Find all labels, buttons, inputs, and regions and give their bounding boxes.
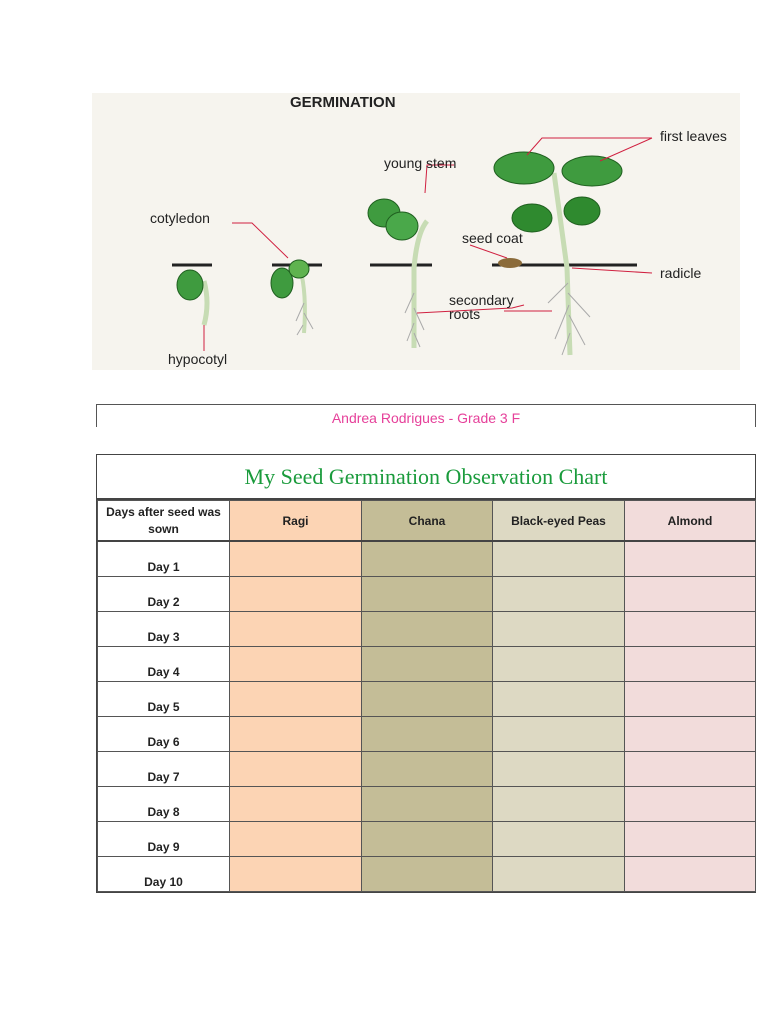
student-name-box — [96, 404, 756, 427]
day-label: Day 8 — [98, 787, 230, 822]
chart-title: My Seed Germination Observation Chart — [97, 455, 755, 500]
almond-cell[interactable] — [625, 577, 756, 612]
ragi-cell[interactable] — [230, 752, 362, 787]
black-eyed-peas-cell[interactable] — [493, 577, 625, 612]
day-label: Day 6 — [98, 717, 230, 752]
day-label: Day 7 — [98, 752, 230, 787]
header-black-eyed-peas: Black-eyed Peas — [493, 501, 625, 542]
label-radicle: radicle — [660, 265, 702, 281]
table-row — [98, 577, 756, 612]
label-secondary: secondary — [449, 292, 514, 308]
black-eyed-peas-cell[interactable] — [493, 717, 625, 752]
day-label: Day 10 — [98, 857, 230, 892]
chana-cell[interactable] — [362, 857, 493, 892]
black-eyed-peas-cell[interactable] — [493, 752, 625, 787]
black-eyed-peas-cell[interactable] — [493, 541, 625, 577]
almond-cell[interactable] — [625, 612, 756, 647]
observation-table — [97, 500, 756, 892]
almond-cell[interactable] — [625, 857, 756, 892]
table-row — [98, 857, 756, 892]
table-row — [98, 822, 756, 857]
chana-cell[interactable] — [362, 577, 493, 612]
almond-cell[interactable] — [625, 682, 756, 717]
label-first-leaves: first leaves — [660, 128, 727, 144]
ragi-cell[interactable] — [230, 822, 362, 857]
ragi-cell[interactable] — [230, 647, 362, 682]
seed-stage-2 — [271, 260, 313, 335]
table-row — [98, 787, 756, 822]
table-row — [98, 717, 756, 752]
header-chana: Chana — [362, 501, 493, 542]
chana-cell[interactable] — [362, 822, 493, 857]
ragi-cell[interactable] — [230, 541, 362, 577]
ragi-cell[interactable] — [230, 787, 362, 822]
header-row — [98, 501, 756, 542]
seed-stage-3 — [368, 199, 427, 348]
chana-cell[interactable] — [362, 647, 493, 682]
seed-stage-4 — [494, 152, 622, 355]
almond-cell[interactable] — [625, 787, 756, 822]
table-row — [98, 647, 756, 682]
header-ragi: Ragi — [230, 501, 362, 542]
black-eyed-peas-cell[interactable] — [493, 647, 625, 682]
chana-cell[interactable] — [362, 612, 493, 647]
observation-chart — [96, 454, 756, 893]
ragi-cell[interactable] — [230, 682, 362, 717]
label-young-stem: young stem — [384, 155, 457, 171]
chana-cell[interactable] — [362, 752, 493, 787]
student-name: Andrea Rodrigues - Grade 3 F — [331, 410, 521, 426]
day-label: Day 1 — [98, 541, 230, 577]
table-row — [98, 752, 756, 787]
day-label: Day 5 — [98, 682, 230, 717]
label-seed-coat: seed coat — [462, 230, 523, 246]
ragi-cell[interactable] — [230, 577, 362, 612]
day-label: Day 2 — [98, 577, 230, 612]
header-almond: Almond — [625, 501, 756, 542]
chana-cell[interactable] — [362, 541, 493, 577]
header-days: Days after seed was sown — [98, 501, 230, 542]
table-row — [98, 541, 756, 577]
almond-cell[interactable] — [625, 541, 756, 577]
chana-cell[interactable] — [362, 717, 493, 752]
black-eyed-peas-cell[interactable] — [493, 857, 625, 892]
label-hypocotyl: hypocotyl — [168, 351, 228, 367]
day-label: Day 4 — [98, 647, 230, 682]
day-label: Day 9 — [98, 822, 230, 857]
black-eyed-peas-cell[interactable] — [493, 682, 625, 717]
table-row — [98, 612, 756, 647]
table-row — [98, 682, 756, 717]
table-body — [98, 541, 756, 892]
label-cotyledon: cotyledon — [150, 210, 210, 226]
black-eyed-peas-cell[interactable] — [493, 612, 625, 647]
chana-cell[interactable] — [362, 787, 493, 822]
ragi-cell[interactable] — [230, 857, 362, 892]
almond-cell[interactable] — [625, 647, 756, 682]
ragi-cell[interactable] — [230, 717, 362, 752]
almond-cell[interactable] — [625, 822, 756, 857]
almond-cell[interactable] — [625, 717, 756, 752]
ragi-cell[interactable] — [230, 612, 362, 647]
germination-diagram — [92, 93, 740, 370]
almond-cell[interactable] — [625, 752, 756, 787]
seed-stage-1 — [177, 270, 207, 325]
black-eyed-peas-cell[interactable] — [493, 787, 625, 822]
black-eyed-peas-cell[interactable] — [493, 822, 625, 857]
day-label: Day 3 — [98, 612, 230, 647]
chana-cell[interactable] — [362, 682, 493, 717]
diagram-title: GERMINATION — [290, 94, 396, 111]
label-roots: roots — [449, 306, 481, 322]
germination-illustration — [92, 93, 740, 370]
